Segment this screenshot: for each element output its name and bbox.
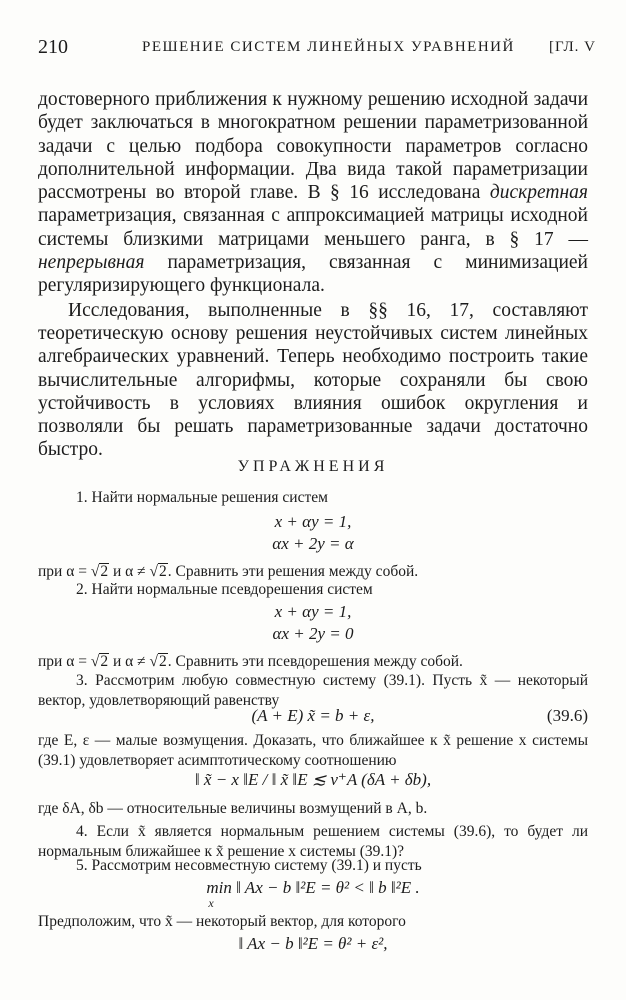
exercise-5: 5. Рассмотрим несовместную систему (39.1) и пусть — [76, 857, 422, 874]
ex3-after: где E, ε — малые возмущения. Доказать, что ближайшее к x̃ решение x системы (39.1) удовлетворяет асимптотическому соотношению — [38, 732, 588, 769]
exercise-1: 1. Найти нормальные решения систем — [76, 489, 328, 506]
exercises-heading: УПРАЖНЕНИЯ — [237, 458, 389, 475]
ex5-min-equation: min ‖ Ax − b ‖²E = θ² < ‖ b ‖²E . — [206, 878, 420, 897]
ex3-asymptotic-equation: ‖ x̃ − x ‖E / ‖ x̃ ‖E ≲ ν⁺A (δA + δb), — [194, 770, 432, 789]
ex1-condition: при α = √2 и α ≠ √2. Сравнить эти решения между собой. — [38, 563, 419, 580]
intro-paragraph-1: достоверного приближения к нужному решению исходной задачи будет заключаться в многократном решении параметризованной задачи с целью подбора совокупности параметров согласно дополнительной информации. Два вида такой параметризации рассмотрены во второй главе. В § 16 исследована дискретная параметризация, связанная с аппроксимацией матрицы исходной системы близкими матрицами меньшего ранга, в § 17 — непрерывная параметризация, связанная с минимизацией регуляризирующего функционала. — [38, 89, 588, 297]
ex2-equation-2: αx + 2y = 0 — [272, 624, 354, 643]
ex5-equation-2: ‖ Ax − b ‖²E = θ² + ε², — [238, 934, 388, 953]
page-header — [38, 36, 596, 60]
intro-paragraph-2: Исследования, выполненные в §§ 16, 17, составляют теоретическую основу решения неустойчивых систем линейных алгебраических уравнений. Теперь необходимо построить такие вычислительные алгорифмы, которые сохраняли бы свою устойчивость в условиях влияния ошибок округления и позволяли бы решать параметризованные задачи достаточно быстро. — [38, 299, 588, 461]
ex3-equation: (A + E) x̃ = b + ε, (39.6) — [251, 706, 588, 725]
exercise-2: 2. Найти нормальные псевдорешения систем — [76, 581, 373, 598]
ex5-min-subscript: x — [208, 896, 214, 910]
exercise-3: 3. Рассмотрим любую совместную систему (39.1). Пусть x̃ — некоторый вектор, удовлетворяющий равенству — [38, 672, 588, 709]
equation-number: (39.6) — [546, 706, 588, 725]
ex2-condition: при α = √2 и α ≠ √2. Сравнить эти псевдорешения между собой. — [38, 653, 463, 670]
ex3-where: где δA, δb — относительные величины возмущений в A, b. — [38, 800, 428, 817]
ex5-after: Предположим, что x̃ — некоторый вектор, для которого — [38, 913, 406, 930]
ex2-equation-1: x + αy = 1, — [274, 602, 352, 621]
running-title: РЕШЕНИЕ СИСТЕМ ЛИНЕЙНЫХ УРАВНЕНИЙ — [142, 39, 515, 55]
ex1-equation-1: x + αy = 1, — [274, 512, 352, 531]
exercise-4: 4. Если x̃ является нормальным решением системы (39.6), то будет ли нормальным ближайшее к x̃ решение x системы (39.1)? — [38, 823, 588, 860]
ex1-equation-2: αx + 2y = α — [272, 534, 354, 553]
chapter-label: [ГЛ. V — [548, 39, 596, 55]
page-number: 210 — [38, 36, 68, 58]
intro-text — [38, 88, 588, 462]
